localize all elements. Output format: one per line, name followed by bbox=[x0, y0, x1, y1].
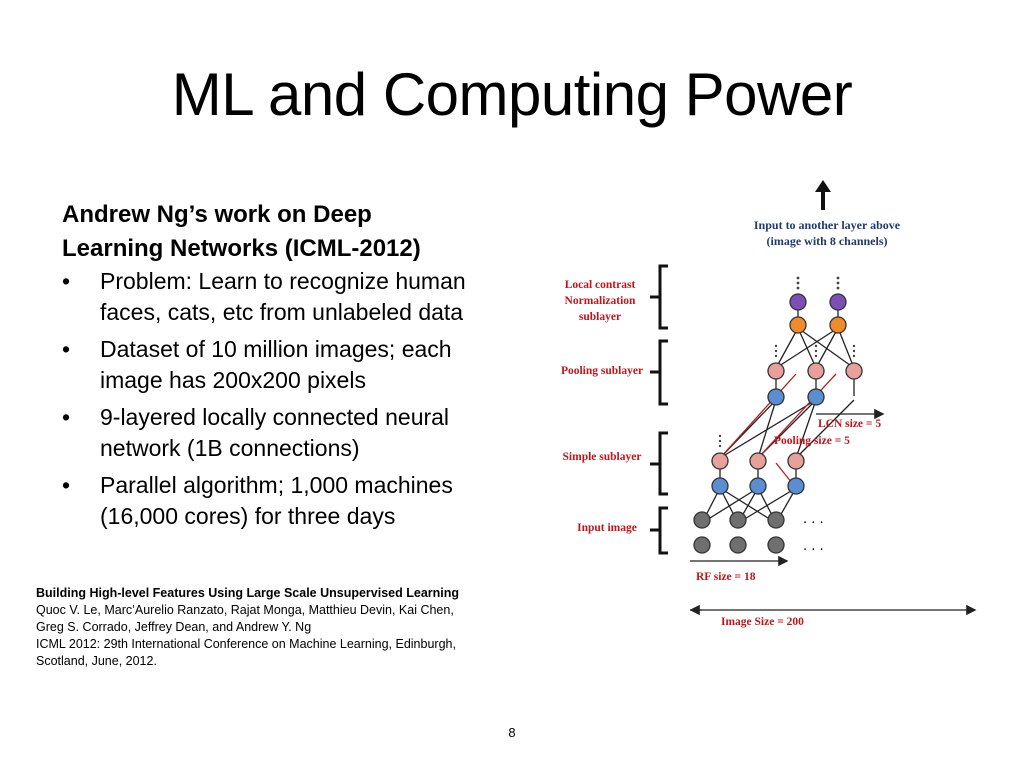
bracket-lcn bbox=[660, 266, 668, 328]
input-node bbox=[730, 537, 746, 553]
layer-brackets bbox=[650, 266, 668, 553]
input-node bbox=[730, 512, 746, 528]
lcn-label-3: sublayer bbox=[578, 311, 622, 323]
top-label-1: Input to another layer above bbox=[753, 218, 901, 232]
bullet-text-1a: Problem: Learn to recognize human bbox=[100, 268, 466, 294]
reference-title: Building High-level Features Using Large Scale Unsupervised Learning bbox=[36, 586, 460, 600]
simple-node bbox=[788, 453, 804, 469]
bullet-text-3b: network (1B connections) bbox=[100, 435, 360, 461]
reference-venue-1: ICML 2012: 29th International Conference on Machine Learning, Edinburgh, bbox=[36, 637, 456, 651]
pooling-node bbox=[768, 363, 784, 379]
bullet-text-3a: 9-layered locally connected neural bbox=[100, 404, 450, 430]
simple-node bbox=[750, 453, 766, 469]
heading-line-2: Learning Networks (ICML-2012) bbox=[62, 235, 421, 262]
edge bbox=[796, 400, 816, 458]
bullet-text-2b: image has 200x200 pixels bbox=[100, 367, 366, 393]
simple-input-node bbox=[750, 478, 766, 494]
bullet-list bbox=[62, 266, 532, 532]
bullet-item bbox=[62, 266, 532, 328]
input-node bbox=[694, 512, 710, 528]
input-node bbox=[694, 537, 710, 553]
lcn-output-node bbox=[830, 294, 846, 310]
bullet-text-2a: Dataset of 10 million images; each bbox=[100, 336, 452, 362]
lcn-node bbox=[830, 317, 846, 333]
bullet-item bbox=[62, 334, 532, 396]
simple-input-node bbox=[712, 478, 728, 494]
simple-node bbox=[712, 453, 728, 469]
pooling-input-node bbox=[768, 389, 784, 405]
edge bbox=[776, 328, 798, 368]
network-diagram-svg bbox=[540, 178, 990, 638]
bullet-text-4b: (16,000 cores) for three days bbox=[100, 503, 396, 529]
bullet-item bbox=[62, 402, 532, 464]
lcn-output-node bbox=[790, 294, 806, 310]
bullet-text-4a: Parallel algorithm; 1,000 machines bbox=[100, 472, 453, 498]
lcn-size-label: LCN size = 5 bbox=[818, 418, 882, 430]
slide-content bbox=[62, 198, 532, 538]
bullet-item bbox=[62, 470, 532, 532]
input-node bbox=[768, 512, 784, 528]
slide-title: ML and Computing Power bbox=[171, 61, 853, 128]
bracket-input bbox=[660, 508, 668, 553]
pooling-sublayer-label: Pooling sublayer bbox=[560, 365, 644, 377]
reference-authors-2: Greg S. Corrado, Jeffrey Dean, and Andrew Y. Ng bbox=[36, 620, 312, 634]
lcn-label-2: Normalization bbox=[564, 295, 636, 307]
bullet-icon: • bbox=[62, 404, 71, 430]
bullet-icon: • bbox=[62, 336, 71, 362]
rf-size-label: RF size = 18 bbox=[696, 571, 756, 583]
up-arrow-icon bbox=[815, 180, 831, 210]
simple-sublayer-label: Simple sublayer bbox=[562, 451, 642, 463]
reference-citation bbox=[36, 585, 536, 670]
pooling-node bbox=[846, 363, 862, 379]
input-node bbox=[768, 537, 784, 553]
bracket-simple bbox=[660, 433, 668, 494]
input-ellipsis-2: . . . bbox=[803, 539, 824, 554]
reference-venue-2: Scotland, June, 2012. bbox=[36, 654, 157, 668]
bullet-icon: • bbox=[62, 472, 71, 498]
bullet-icon: • bbox=[62, 268, 71, 294]
simple-input-node bbox=[788, 478, 804, 494]
input-ellipsis-1: . . . bbox=[803, 512, 824, 527]
image-size-label: Image Size = 200 bbox=[721, 616, 804, 628]
pooling-node bbox=[808, 363, 824, 379]
bracket-pooling bbox=[660, 341, 668, 404]
lcn-node bbox=[790, 317, 806, 333]
input-image-label: Input image bbox=[577, 522, 637, 534]
bullet-text-1b: faces, cats, etc from unlabeled data bbox=[100, 299, 464, 325]
network-diagram bbox=[540, 178, 990, 643]
pooling-size-label: Pooling size = 5 bbox=[774, 435, 850, 447]
page-number: 8 bbox=[508, 725, 516, 740]
heading-line-1: Andrew Ng’s work on Deep bbox=[62, 201, 372, 228]
top-label-2: (image with 8 channels) bbox=[766, 234, 888, 248]
pooling-input-node bbox=[808, 389, 824, 405]
content-heading bbox=[62, 198, 532, 266]
reference-authors-1: Quoc V. Le, Marc’Aurelio Ranzato, Rajat Monga, Matthieu Devin, Kai Chen, bbox=[36, 603, 454, 617]
lcn-label-1: Local contrast bbox=[564, 279, 636, 291]
